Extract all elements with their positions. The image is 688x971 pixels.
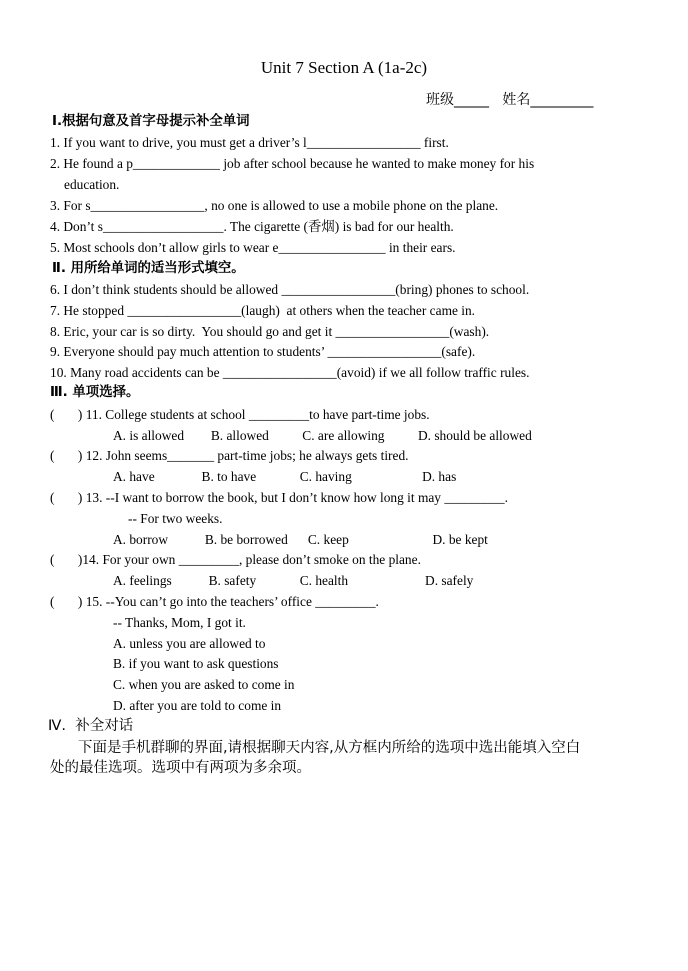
question-13: ( ) 13. --I want to borrow the book, but I don’t know how long it may _________. bbox=[50, 490, 508, 505]
question-14: ( )14. For your own _________, please don’t smoke on the plane. bbox=[50, 552, 421, 567]
question-2: 2. He found a p_____________ job after school because he wanted to make money for his bbox=[50, 156, 535, 171]
question-10: 10. Many road accidents can be _________________(avoid) if we all follow traffic rules. bbox=[50, 365, 530, 380]
class-name-line: 班级_____ 姓名_________ bbox=[426, 92, 594, 108]
question-15-option-c: C. when you are asked to come in bbox=[113, 677, 295, 692]
page-title: Unit 7 Section A (1a-2c) bbox=[260, 58, 428, 77]
question-11: ( ) 11. College students at school _________to have part-time jobs. bbox=[50, 407, 430, 422]
section-4-instructions-line-2: 处的最佳选项。选项中有两项为多余项。 bbox=[50, 760, 311, 776]
question-12-options: A. have B. to have C. having D. has bbox=[113, 469, 457, 484]
question-7: 7. He stopped _________________(laugh) at others when the teacher came in. bbox=[50, 303, 476, 318]
question-11-options: A. is allowed B. allowed C. are allowing D. should be allowed bbox=[113, 428, 532, 443]
question-13-options: A. borrow B. be borrowed C. keep D. be kept bbox=[113, 532, 488, 547]
question-13-reply: -- For two weeks. bbox=[128, 511, 223, 526]
question-15-option-b: B. if you want to ask questions bbox=[113, 656, 279, 671]
section-3-heading: Ⅲ. 单项选择。 bbox=[50, 385, 140, 400]
section-4-heading: Ⅳ. 补全对话 bbox=[48, 718, 134, 734]
question-2-continued: education. bbox=[64, 177, 120, 192]
question-8: 8. Eric, your car is so dirty. You should go and get it _________________(wash). bbox=[50, 324, 490, 339]
question-14-options: A. feelings B. safety C. health D. safely bbox=[113, 573, 474, 588]
question-6: 6. I don’t think students should be allowed _________________(bring) phones to school. bbox=[50, 282, 530, 297]
section-1-heading: Ⅰ.根据句意及首字母提示补全单词 bbox=[52, 114, 250, 129]
question-15-option-a: A. unless you are allowed to bbox=[113, 636, 266, 651]
section-4-instructions-line-1: 下面是手机群聊的界面,请根据聊天内容,从方框内所给的选项中选出能填入空白 bbox=[78, 740, 581, 756]
question-1: 1. If you want to drive, you must get a driver’s l_________________ first. bbox=[50, 135, 449, 150]
question-4: 4. Don’t s__________________. The cigarette (香烟) is bad for our health. bbox=[50, 219, 454, 234]
question-15-option-d: D. after you are told to come in bbox=[113, 698, 282, 713]
question-3: 3. For s_________________, no one is allowed to use a mobile phone on the plane. bbox=[50, 198, 499, 213]
question-15: ( ) 15. --You can’t go into the teachers’ office _________. bbox=[50, 594, 379, 609]
question-5: 5. Most schools don’t allow girls to wear e________________ in their ears. bbox=[50, 240, 456, 255]
section-2-heading: Ⅱ. 用所给单词的适当形式填空。 bbox=[52, 261, 245, 276]
question-9: 9. Everyone should pay much attention to students’ _________________(safe). bbox=[50, 344, 476, 359]
question-15-reply: -- Thanks, Mom, I got it. bbox=[113, 615, 246, 630]
question-12: ( ) 12. John seems_______ part-time jobs; he always gets tired. bbox=[50, 448, 409, 463]
